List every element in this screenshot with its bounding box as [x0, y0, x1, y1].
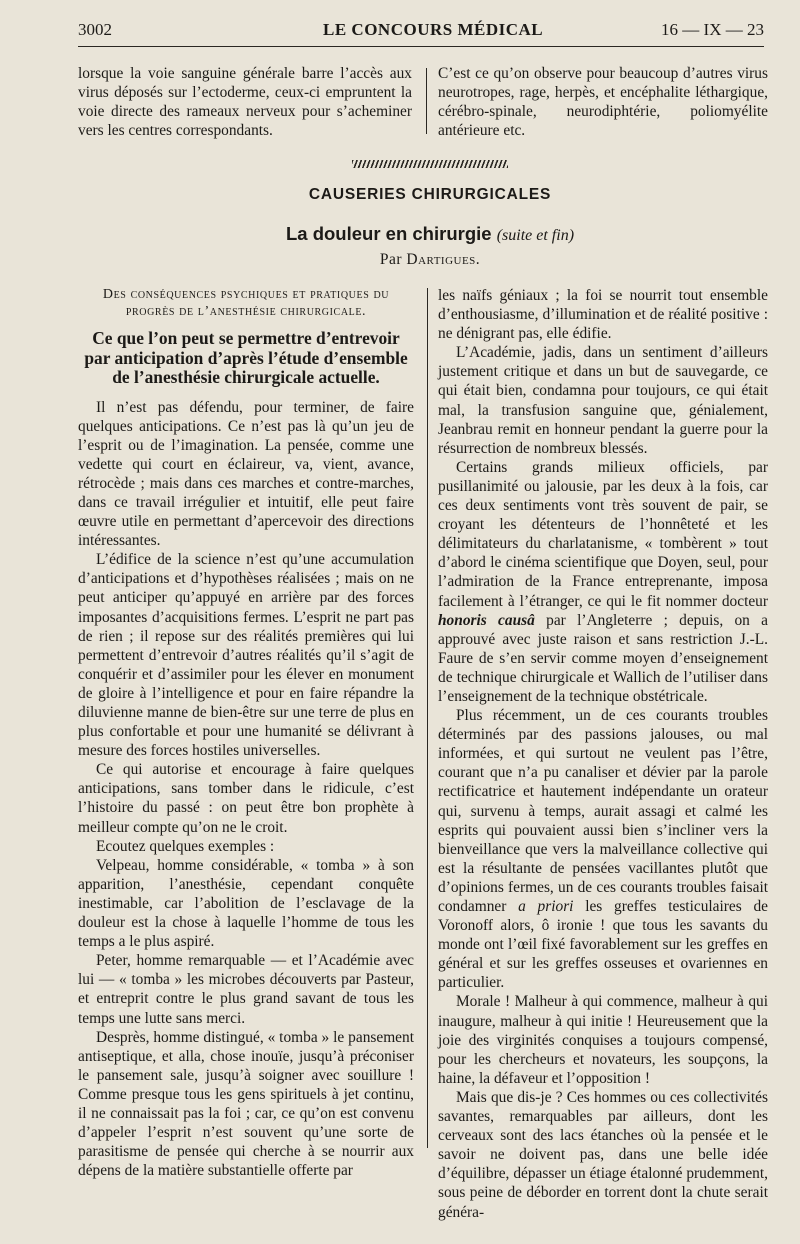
paragraph: Morale ! Malheur à qui commence, malheur à qui inaugure, malheur à qui initie ! Heureusement que la joie des virginités conquises a toujours compensé, pour les chercheurs et novateurs, les soupçons, la haine, la défaveur et l’opposition !	[438, 993, 768, 1087]
left-column	[78, 286, 414, 1180]
top-left-column	[78, 64, 412, 140]
bold-heading: Ce que l’on peut se permettre d’entrevoir par anticipation d’après l’étude d’ensemble de l’anesthésie chirurgicale actuelle.	[84, 328, 408, 387]
paragraph: L’édifice de la science n’est qu’une accumulation d’anticipations et d’hypothèses réalisées ; mais on ne peut anticiper qu’appuyé en arrière par des forces imposantes d’acquisitions fermes. L’esprit ne part pas de rien ; il repose sur des réalités premières qui lui permettent d’entrevoir d’autres réalités qu’il s’agit de conquérir et d’assimiler pour les élever en monument de gloire à l’intelligence et pour en faire répandre la diluvienne manne de bien-être sur une terre de plus en plus confortable et pour une humanité se délivrant à mesure des forces hostiles universelles.	[78, 551, 414, 760]
paragraph: Mais que dis-je ? Ces hommes ou ces collectivités savantes, remarquables par ailleurs, dont les cerveaux sont des lacs étanches où la pensée et le savoir ne doivent pas, dans une belle idée d’équilibre, dépasser un étiage étalonné prudemment, sous peine de déborder en torrent dont la chute serait généra-	[438, 1088, 768, 1221]
paragraph: Velpeau, homme considérable, « tomba » à son apparition, l’anesthésie, cependant conquête inestimable, car l’abolition de l’esclavage de la douleur est la chose à laquelle l’homme de tous les temps a le plus aspiré.	[78, 856, 414, 951]
top-right-column	[438, 64, 768, 140]
byline-prefix: Par	[379, 251, 402, 268]
paragraph: Il n’est pas défendu, pour terminer, de faire quelques anticipations. Ce n’est pas là qu’un jeu de l’esprit ou de l’imagination. La pensée, comme une vedette qui court en éclaireur, va, vient, avance, rétrocède ; mais dans ces marches et contre-marches, dans ce travail irrégulier et intuitif, elle peut faire œuvre utile en permettant d’apercevoir des directions intéressantes.	[78, 398, 414, 550]
paragraph: Peter, homme remarquable — et l’Académie avec lui — « tomba » les microbes découverts par Pasteur, et entreprit contre le plus grand savant de tous les temps une lutte sans merci.	[78, 952, 414, 1027]
column-rule-top	[426, 68, 427, 134]
continued-paragraph-left: lorsque la voie sanguine générale barre l’accès aux virus déposés sur l’ectoderme, ceux-ci empruntent la voie directe des rameaux nerveux pour s’acheminer vers les centres correspondants.	[78, 65, 412, 140]
article-title	[0, 223, 800, 245]
text-run: les greffes testiculaires de Voronoff alors, ô ironie ! que tous les savants du monde ont l’œil fixé favorablement sur les greffes en général et sur les greffes osseuses et ovariennes en particulier.	[438, 898, 768, 992]
journal-title: LE CONCOURS MÉDICAL	[323, 20, 544, 39]
subheading: Des conséquences psychiques et pratiques du progrès de l’anesthésie chirurgicale.	[102, 287, 390, 319]
italic-phrase: honoris causâ	[438, 611, 535, 629]
text-run: Plus récemment, un de ces courants troubles déterminés par des passions jalouses, ou mal informées, et qui surtout ne veulent pas l’être, courant que n’a pu canaliser et dévier par la parole rectificatrice et hautement indépendante un orateur qui, survenu à temps, aurait assagi et calmé les esprits qui pouvaient aussi bien s’incliner vers la bienveillance que vers la malveillance collective qui est la résultante de pensées vacillantes plutôt que d’opinions fermes, un de ces courants troubles faisait condamner	[438, 707, 768, 915]
text-run: par l’Angleterre ; depuis, on a approuvé avec juste raison et sans restriction J.-L. Faure de s’en servir comme moyen d’enseignement de technique chirurgicale et Wallich de l’utiliser dans l’enseignement de la technique obstétricale.	[438, 611, 768, 705]
issue-date: 16 — IX — 23	[661, 20, 764, 39]
page-number: 3002	[78, 20, 112, 39]
paragraph: L’Académie, jadis, dans un sentiment d’ailleurs justement critique et dans un but de sauvegarde, ce qui était bien, condamna pour toujours, ce qui était mal, la transfusion sanguine que, génialement, Jeanbrau remit en honneur pendant la guerre pour la résurrection de nombreux blessés.	[438, 344, 768, 457]
paragraph: Ce qui autorise et encourage à faire quelques anticipations, sans tomber dans le ridicule, c’est l’histoire du passé : on peut être bon prophète à meilleur compte qu’on ne le croit.	[78, 761, 414, 836]
column-rule-main	[427, 288, 428, 1148]
italic-phrase: a priori	[518, 898, 574, 915]
byline	[0, 251, 800, 269]
paragraph: Desprès, homme distingué, « tomba » le pansement antiseptique, et alla, chose inouïe, jusqu’à préconiser le pansement sale, jusqu’à soigner avec souillure ! Comme presque tous les gens spirituels à jet continu, il ne connaissait pas la foi ; car, ce qu’on est convenu d’appeler l’esprit n’est souvent qu’une sorte de parasitisme de pensée qui cherche à se nourrir aux dépens de la matière substantielle offerte par	[78, 1028, 414, 1180]
right-column	[438, 286, 768, 1222]
author-name: Dartigues.	[406, 251, 481, 268]
text-run: Certains grands milieux officiels, par pusillanimité ou jalousie, par les deux à la fois, car ces deux sentiments vont très souvent de pair, se croyant les détenteurs de l’honnêteté et les délimitateurs du charlatanisme, « tombèrent » tout d’abord le cinéma scientifique que Doyen, seul, pour l’admiration de la France entreprenante, imposa facilement à l’étranger, ce qui le fit nommer docteur	[438, 458, 768, 610]
section-title: CAUSERIES CHIRURGICALES	[308, 186, 552, 203]
decorative-divider	[352, 160, 508, 168]
paragraph: Ecoutez quelques exemples :	[96, 837, 275, 855]
paragraph	[438, 706, 768, 992]
continued-paragraph-right: C’est ce qu’on observe pour beaucoup d’autres virus neurotropes, rage, herpès, et encéphalite léthargique, cérébro-spinale, neurodiphtérie, poliomyélite antérieure etc.	[438, 65, 768, 140]
article-title-text: La douleur en chirurgie	[285, 223, 492, 244]
paragraph: les naïfs géniaux ; la foi se nourrit tout ensemble d’enthousiasme, d’illumination et de réalité positive : ne dénigrant pas, elle édifie.	[438, 287, 768, 343]
article-title-suite: (suite et fin)	[496, 227, 575, 244]
paragraph	[438, 458, 768, 706]
running-header	[78, 18, 764, 47]
